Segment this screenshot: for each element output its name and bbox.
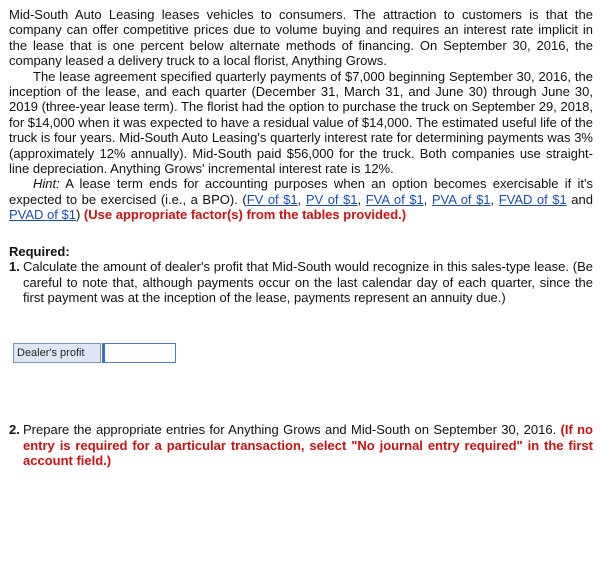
fv-table-link[interactable]: FV of $1 [246,191,298,207]
hint-label: Hint: [33,176,60,192]
pvad-table-link[interactable]: PVAD of $1 [9,207,76,223]
requirement-1-text: Calculate the amount of dealer's profit that Mid-South would recognize in this sales-type lease. (Be careful to note that, although payments occur on the last calendar day of each quarter, since the first payment was at the inception of the lease, payments represent an annuity due.) [23,259,593,305]
requirement-2-note: (If no entry is required for a particular transaction, select "No journal entry required" in the first account field.) [23,422,593,469]
hint-paragraph: Hint: A lease term ends for accounting purposes when an option becomes exercisable if it's expected to be exercised (i.e., a BPO). (FV of $1, PV of $1, FVA of $1, PVA of $1, FVAD of $1 and PVAD of $1) (Use appropriate factor(s) from the tables provided.) [9,176,593,223]
requirement-2-text: Prepare the appropriate entries for Anything Grows and Mid-South on September 30, 2016. [23,422,557,438]
tables-note: (Use appropriate factor(s) from the tables provided.) [83,207,407,223]
requirement-1-number: 1. [9,259,20,275]
intro-paragraph: Mid-South Auto Leasing leases vehicles to consumers. The attraction to customers is that the company can offer competitive prices due to volume buying and requires an interest rate implicit in the lease that is one percent below alternate methods of financing. On September 30, 2016, the company leased a delivery truck to a local florist, Anything Grows. [9,7,593,69]
dealer-profit-input[interactable] [102,343,176,363]
pva-table-link[interactable]: PVA of $1 [431,191,491,207]
requirement-2 [9,422,593,468]
requirement-2-body [23,422,593,468]
pv-table-link[interactable]: PV of $1 [305,191,358,207]
dealer-profit-label: Dealer's profit [13,343,101,363]
requirement-2-number: 2. [9,422,20,438]
dealer-profit-row [13,343,593,363]
fvad-table-link[interactable]: FVAD of $1 [498,191,567,207]
required-heading: Required: [9,243,70,259]
lease-details-paragraph: The lease agreement specified quarterly payments of $7,000 beginning September 30, 2016, the inception of the lease, and each quarter (December 31, March 31, and June 30) through June 30, 2019 (three-year lease term). The florist had the option to purchase the truck on September 29, 2018, for $14,000 when it was expected to have a residual value of $14,000. The estimated useful life of the truck is four years. Mid-South Auto Leasing's quarterly interest rate for determining payments was 3% (approximately 12% annually). Mid-South paid $56,000 for the truck. Both companies use straight-line depreciation. Anything Grows' incremental interest rate is 12%. [9,68,593,177]
hint-text: A lease term ends for accounting purposes when an option becomes exercisable if it's expected to be exercised (i.e., a BPO). [9,176,593,207]
fva-table-link[interactable]: FVA of $1 [365,191,424,207]
requirement-1 [9,259,593,305]
